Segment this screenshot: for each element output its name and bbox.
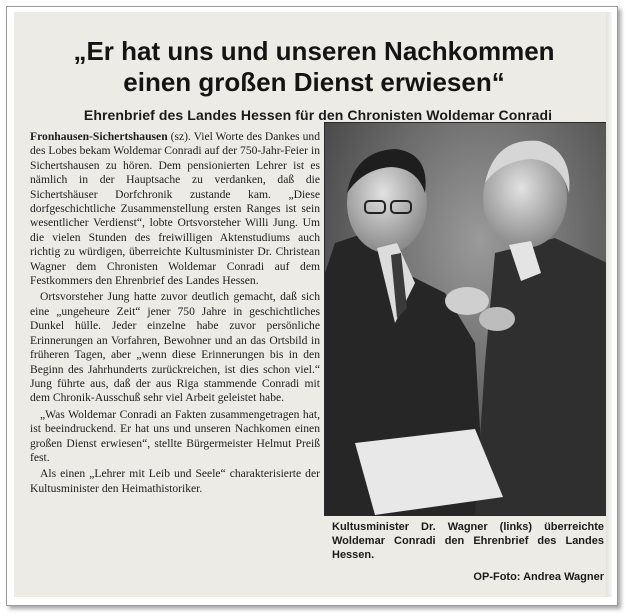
photo-credit: OP-Foto: Andrea Wagner bbox=[473, 571, 604, 583]
ceremony-photo-image bbox=[325, 123, 607, 515]
clipping-edge bbox=[606, 12, 612, 597]
article-body bbox=[30, 130, 320, 498]
article-subheadline: Ehrenbrief des Landes Hessen für den Chronisten Woldemar Conradi bbox=[83, 107, 553, 123]
newspaper-clipping bbox=[14, 12, 610, 597]
article-paragraph-1-text: (sz). Viel Worte des Dankes und des Lobes bekam Woldemar Conradi auf der 750-Jahr-Feier in Sichertshausen zu hören. Dem pensionierten Lehrer ist es nämlich in der Hauptsache zu verdanken, daß die Sichertshäuser Dorfchronik zustande kam. „Diese dorfgeschichtliche Zusammenstellung ersten Ranges ist sein wesentlicher Verdienst“, lobte Ortsvorsteher Willi Jung. Um die vielen Stunden des freiwilligen Aktenstudiums auch richtig zu würdigen, überreichte Kultusminister Dr. Christean Wagner dem Chronisten Woldemar Conradi auf dem Festkommers den Ehrenbrief des Landes Hessen. bbox=[30, 130, 320, 288]
headline-line-1: „Er hat uns und unseren Nachkommen bbox=[73, 36, 555, 66]
article-headline bbox=[28, 36, 600, 98]
article-paragraph-2: Ortsvorsteher Jung hatte zuvor deutlich gemacht, daß sich eine „ungeheure Zeit“ jener 750 Jahre in geschichtliches Dunkel hülle. Jeder einzelne habe zuvor persönliche Erinnerungen an Vorfahren, Bewohner und an das Ortsbild in früheren Tagen, aber „wenn diese Erinnerungen bis in den Beginn des Jahrhunderts zurückreichen, ist dies schon viel.“ Jung führte aus, daß der aus Riga stammende Conradi mit dem Chronik-Ausschuß sehr viel Arbeit geleistet habe. bbox=[30, 290, 320, 405]
article-paragraph-3: „Was Woldemar Conradi an Fakten zusammengetragen hat, ist beeindruckend. Er hat uns und unseren Nachkomen einen großen Dienst erwiesen“, stellte Bürgermeister Helmut Preiß fest. bbox=[30, 407, 320, 464]
headline-line-2: einen großen Dienst erwiesen“ bbox=[123, 67, 505, 97]
ceremony-photo bbox=[324, 122, 608, 516]
article-paragraph-1 bbox=[30, 130, 320, 288]
photo-caption: Kultusminister Dr. Wagner (links) überreichte Woldemar Conradi den Ehrenbrief des Landes Hessen. bbox=[332, 521, 604, 561]
article-dateline: Fronhausen-Sichertshausen bbox=[30, 130, 168, 143]
article-paragraph-4: Als einen „Lehrer mit Leib und Seele“ charakterisierte der Kultusminister den Heimathistoriker. bbox=[30, 467, 320, 495]
